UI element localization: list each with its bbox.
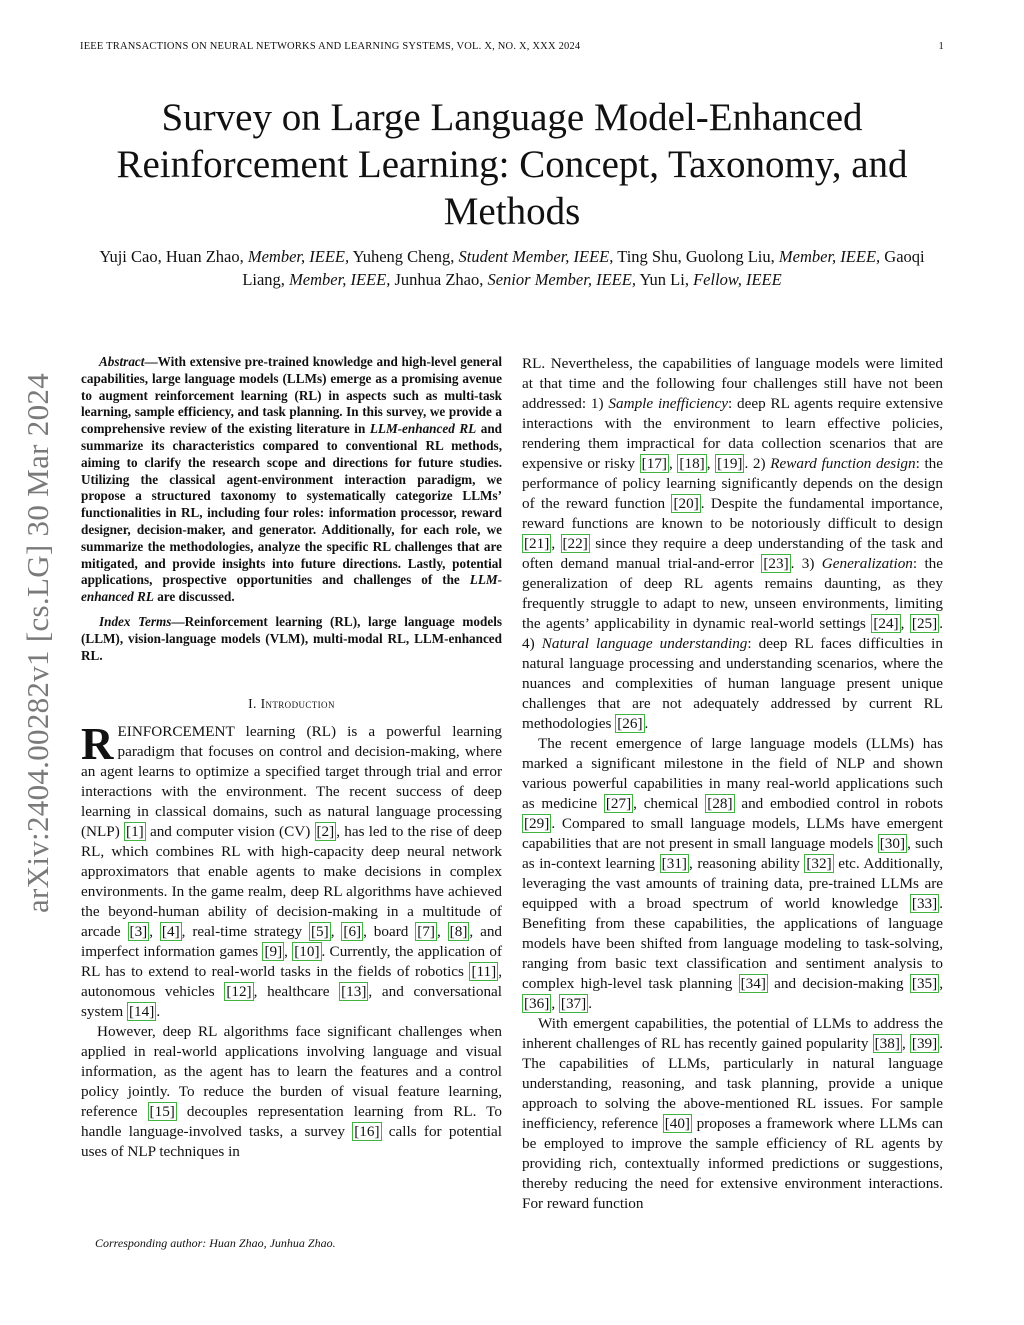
citation-link[interactable]: [30] <box>879 835 906 852</box>
citation-link[interactable]: [14] <box>129 1003 155 1021</box>
citation-link[interactable]: [37] <box>560 995 587 1012</box>
citation-link[interactable]: [21] <box>524 535 550 552</box>
citation-link[interactable]: [17] <box>641 455 667 472</box>
citation-link[interactable]: [6] <box>343 923 362 941</box>
citation-link[interactable]: [3] <box>129 923 148 941</box>
arxiv-stamp <box>10 347 66 939</box>
author-list: Yuji Cao, Huan Zhao, Member, IEEE, Yuheng Cheng, Student Member, IEEE, Ting Shu, Guolong Liu, Member, IEEE, Gaoqi Liang, Member, IEEE, Junhua Zhao, Senior Member, IEEE, Yun Li, Fellow, IEEE <box>99 247 925 289</box>
citation-link[interactable]: [7] <box>417 923 435 941</box>
citation-link[interactable]: [8] <box>449 923 468 941</box>
index-terms: Index Terms—Reinforcement learning (RL), large language models (LLM), vision-language models (VLM), multi-modal RL, LLM-enhanced RL. <box>81 613 502 663</box>
citation-link[interactable]: [12] <box>226 983 252 1001</box>
running-header <box>80 41 944 57</box>
intro-paragraph-3: RL. Nevertheless, the capabilities of language models were limited at that time and the following four challenges still have not been addressed: 1) Sample inefficiency: deep RL agents require extensive interactions with the environment to learn effective policies, rendering them impractical for data collection scenarios that are expensive or risky [17] , [18] , [19] . 2) Reward function design: the performance of policy learning significantly depends on the design of the reward function [20] . Despite the fundamental importance, reward functions are known to be notoriously difficult to design [21] , [22] since they require a deep understanding of the task and often demand manual trial-and-error [23] . 3) Generalization: the generalization of deep RL agents remains daunting, as they frequently struggle to adapt to new, unseen environments, limiting the agents’ applicability in dynamic real-world settings [24] , [25] . 4) Natural language understanding: deep RL faces difficulties in natural language processing and understanding scenarios, where the nuances and complexities of human language present unique challenges that are not adequately addressed by current RL methodologies [26] . <box>522 355 944 732</box>
citation-link[interactable]: [19] <box>717 455 743 472</box>
intro-paragraph-5: With emergent capabilities, the potential of LLMs to address the inherent challenges of RL has recently gained popularity [38] , [39] . The capabilities of LLMs, particularly in natural language understanding, reasoning, and task planning, provide a unique approach to solving the above-mentioned RL issues. For sample inefficiency, reference [40] proposes a framework where LLMs can be employed to improve the sample efficiency of RL agents by providing rich, contextually informed predictions or suggestions, thereby reducing the need for extensive environment interactions. For reward function <box>522 1015 943 1212</box>
intro-paragraph-1: REINFORCEMENT learning (RL) is a powerful learning paradigm that focuses on control and decision-making, where an agent learns to optimize a specified target through trial and error interactions with the environment. The recent success of deep learning in classical domains, such as natural language processing (NLP) [1] and computer vision (CV) [2] , has led to the rise of deep RL, which combines RL with high-capacity deep neural network approximators that enable agents to make decisions in complex environments. In the game realm, deep RL algorithms have achieved the beyond-human ability of decision-making in a multitude of arcade [3] , [4] , real-time strategy [5] , [6] , board [7] , [8] , and imperfect information games [9] , [10] . Currently, the application of RL has to extend to real-world tasks in the fields of robotics [11] , autonomous vehicles [12] , healthcare [13] , and conversational system [14] . <box>81 719 503 1021</box>
citation-link[interactable]: [22] <box>562 535 588 552</box>
abstract: Abstract—With extensive pre-trained knowledge and high-level general capabilities, large language models (LLMs) emerge as a promising avenue to augment reinforcement learning (RL) in aspects such as multi-task learning, sample efficiency, and task planning. In this survey, we provide a comprehensive review of the existing literature in LLM-enhanced RL and summarize its characteristics compared to conventional RL methods, aiming to clarify the research scope and directions for future studies. Utilizing the classical agent-environment interaction paradigm, we propose a structured taxonomy to systematically categorize LLMs’ functionalities in RL, including four roles: information processor, reward designer, decision-maker, and generator. Additionally, for each role, we summarize the methodologies, analyze the specific RL challenges that are mitigated, and provide insights into future directions. Lastly, potential applications, prospective opportunities and challenges of the LLM-enhanced RL are discussed. <box>81 354 502 605</box>
right-column <box>522 354 943 1214</box>
citation-link[interactable]: [18] <box>679 455 705 472</box>
citation-link[interactable]: [29] <box>524 815 550 832</box>
drop-cap: R <box>81 719 114 770</box>
citation-link[interactable]: [13] <box>341 983 367 1001</box>
intro-paragraph-2: However, deep RL algorithms face significant challenges when applied in real-world applications involving language and visual information, as the agent has to learn the features and a control policy jointly. To reduce the burden of visual feature learning, reference [15] decouples representation learning from RL. To handle language-involved tasks, a survey [16] calls for potential uses of NLP techniques in <box>81 1023 502 1161</box>
arxiv-id: arXiv:2404.00282v1 [cs.LG] 30 Mar 2024 <box>20 372 55 914</box>
citation-link[interactable]: [11] <box>471 963 497 981</box>
citation-link[interactable]: [24] <box>873 615 899 632</box>
citation-link[interactable]: [5] <box>310 923 329 941</box>
citation-link[interactable]: [28] <box>707 795 733 812</box>
citation-link[interactable]: [16] <box>354 1123 380 1141</box>
citation-link[interactable]: [39] <box>911 1035 938 1052</box>
journal-header: IEEE TRANSACTIONS ON NEURAL NETWORKS AND LEARNING SYSTEMS, VOL. X, NO. X, XXX 2024 <box>80 41 581 52</box>
citation-link[interactable]: [26] <box>617 715 643 732</box>
citation-link[interactable]: [32] <box>806 855 832 872</box>
citation-link[interactable]: [38] <box>874 1035 900 1052</box>
citation-link[interactable]: [1] <box>126 823 144 841</box>
citation-link[interactable]: [36] <box>524 995 550 1012</box>
left-column <box>81 354 502 1162</box>
citation-link[interactable]: [23] <box>763 555 789 572</box>
citation-link[interactable]: [20] <box>673 495 699 512</box>
citation-link[interactable]: [40] <box>664 1115 690 1132</box>
citation-link[interactable]: [31] <box>661 855 687 872</box>
citation-link[interactable]: [25] <box>911 615 938 632</box>
citation-link[interactable]: [15] <box>149 1103 175 1121</box>
section-heading-introduction: I. Introduction <box>248 696 335 712</box>
page-number: 1 <box>938 41 944 52</box>
intro-paragraph-4: The recent emergence of large language models (LLMs) has marked a significant milestone in the field of NLP and shown various powerful capabilities in many real-world applications such as medicine [27] , chemical [28] and embodied control in robots [29] . Compared to small language models, LLMs have emergent capabilities that are not present in small language models [30] , such as in-context learning [31] , reasoning ability [32] etc. Additionally, leveraging the vast amounts of training data, pre-trained LLMs are equipped with a broad spectrum of world knowledge [33] . Benefiting from these capabilities, the applications of language models have been shifted from language modeling to task-solving, ranging from basic text classification and sentiment analysis to complex high-level task planning [34] and decision-making [35] , [36] , [37] . <box>522 735 944 1012</box>
citation-link[interactable]: [33] <box>911 895 938 912</box>
paper-title: Survey on Large Language Model-Enhanced Reinforcement Learning: Concept, Taxonomy, and Methods <box>116 96 908 233</box>
citation-link[interactable]: [34] <box>740 975 766 992</box>
citation-link[interactable]: [35] <box>911 975 938 992</box>
corresponding-author-footnote: Corresponding author: Huan Zhao, Junhua Zhao. <box>95 1236 336 1250</box>
citation-link[interactable]: [9] <box>264 943 283 961</box>
citation-link[interactable]: [27] <box>605 795 632 812</box>
citation-link[interactable]: [10] <box>294 943 320 961</box>
citation-link[interactable]: [4] <box>161 923 180 941</box>
citation-link[interactable]: [2] <box>316 823 335 841</box>
